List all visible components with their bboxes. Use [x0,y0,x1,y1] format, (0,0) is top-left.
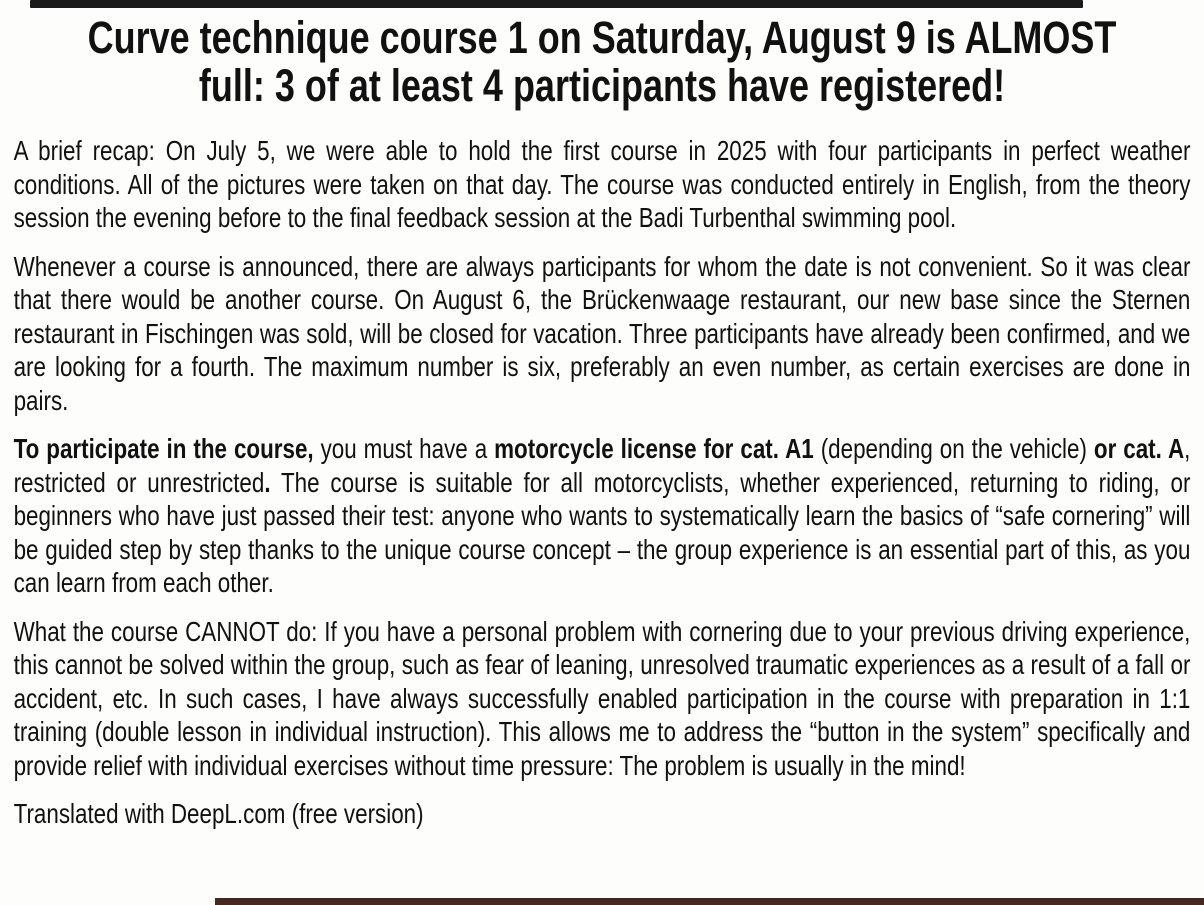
article-body [14,134,1191,782]
page-title [14,14,1191,110]
text-run: , restricted or unrestricted [13,433,1191,498]
text-run: A brief recap: On July 5, we were able to hold the first course in 2025 with four participants in perfect weather conditions. All of the pictures were taken on that day. The course was conducted entirely in English, from the theory session the evening before to the final feedback session at the Badi Turbenthal swimming pool. [13,135,1191,233]
paragraph [14,615,1191,783]
page-title-line-1: Curve technique course 1 on Saturday, August 9 is ALMOST [87,12,1117,63]
bold-text-run: motorcycle license for cat. A1 [494,433,814,464]
paragraph [14,432,1191,600]
translation-attribution: Translated with DeepL.com (free version) [13,798,424,829]
bold-text-run: To participate in the course, [13,433,314,464]
paragraph [14,250,1191,418]
text-run: you must have a [313,433,495,464]
text-run: (depending on the vehicle) [813,433,1094,464]
photo-edge-bottom [215,898,1204,905]
text-run: What the course CANNOT do: If you have a personal problem with cornering due to your previous driving experience, this cannot be solved within the group, such as fear of leaning, unresolved traumatic experiences as a result of a fall or accident, etc. In such cases, I have always successfully enabled participation in the course with preparation in 1:1 training (double lesson in individual instruction). This allows me to address the “button in the system” specifically and provide relief with individual exercises without time pressure: The problem is usually in the mind! [13,615,1191,781]
paragraph [14,134,1191,235]
text-run: The course is suitable for all motorcyclists, whether experienced, returning to riding, or beginners who have just passed their test: anyone who wants to systematically learn the basics of “safe cornering” will be guided step by step thanks to the unique course concept – the group experience is an essential part of this, as you can learn from each other. [13,466,1191,598]
page-title-line-2: full: 3 of at least 4 participants have registered! [198,60,1006,111]
bold-text-run: or cat. A [1093,433,1185,464]
text-run: Whenever a course is announced, there are always participants for whom the date is not convenient. So it was clear that there would be another course. On August 6, the Brückenwaage restaurant, our new base since the Sternen restaurant in Fischingen was sold, will be closed for vacation. Three participants have already been confirmed, and we are looking for a fourth. The maximum number is six, preferably an even number, as certain exercises are done in pairs. [13,250,1191,416]
bold-text-run: . [264,466,271,498]
